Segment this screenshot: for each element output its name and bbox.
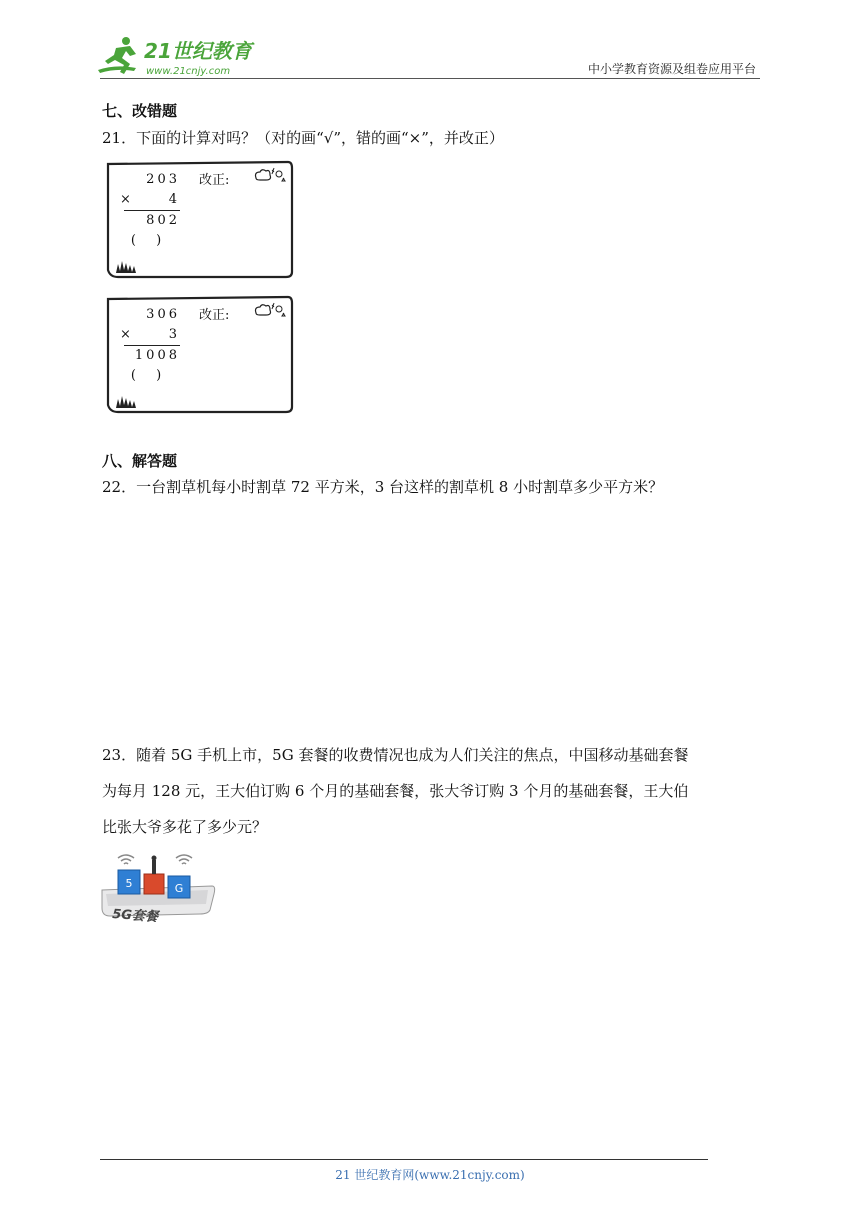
section-7-title: 七、改错题 <box>102 102 178 120</box>
calc-multiplier: 4 <box>168 192 180 207</box>
calc-top-number: 306 <box>146 307 180 322</box>
cube-label: G <box>174 882 184 895</box>
platform-label: 中小学教育资源及组卷应用平台 <box>587 62 756 76</box>
footer-source-link[interactable]: 21 世纪教育网(www.21cnjy.com) <box>335 1168 525 1182</box>
calc-multiplier: 3 <box>168 327 180 342</box>
calc-top-number: 203 <box>146 172 180 187</box>
calc-result: 1008 <box>134 348 180 363</box>
cube-label: 5 <box>125 877 133 890</box>
question-22: 22．一台割草机每小时割草 72 平方米，3 台这样的割草机 8 小时割草多少平方米？ <box>102 478 664 496</box>
section-8-title: 八、解答题 <box>102 452 178 470</box>
question-23-line-1: 23．随着 5G 手机上市，5G 套餐的收费情况也成为人们关注的焦点，中国移动基础套餐 <box>102 746 689 764</box>
logo-text: 21世纪教育 <box>144 39 252 63</box>
multiply-sign: × <box>120 192 134 207</box>
question-21: 21．下面的计算对吗？（对的画“√”，错的画“×”，并改正） <box>102 129 504 147</box>
calc-card-1 <box>102 160 294 280</box>
question-23-line-3: 比张大爷多花了多少元？ <box>102 818 268 836</box>
site-logo <box>96 34 266 82</box>
correction-label: 改正: <box>199 173 230 188</box>
cloud-icon <box>252 301 288 321</box>
calc-card-2 <box>102 295 294 415</box>
calc-result: 802 <box>146 213 180 228</box>
answer-parentheses: ( ) <box>130 233 170 248</box>
grass-icon <box>114 393 138 409</box>
logo-url: www.21cnjy.com <box>146 66 231 77</box>
footer-divider <box>100 1159 708 1160</box>
multiply-sign: × <box>120 327 134 342</box>
correction-label: 改正: <box>199 308 230 323</box>
question-23-line-2: 为每月 128 元，王大伯订购 6 个月的基础套餐，张大爷订购 3 个月的基础套餐，王大伯 <box>102 782 689 800</box>
5g-package-image <box>100 846 216 922</box>
grass-icon <box>114 258 138 274</box>
answer-parentheses: ( ) <box>130 368 170 383</box>
image-caption: 5G套餐 <box>111 907 159 922</box>
cloud-icon <box>252 166 288 186</box>
header-divider <box>100 78 760 79</box>
